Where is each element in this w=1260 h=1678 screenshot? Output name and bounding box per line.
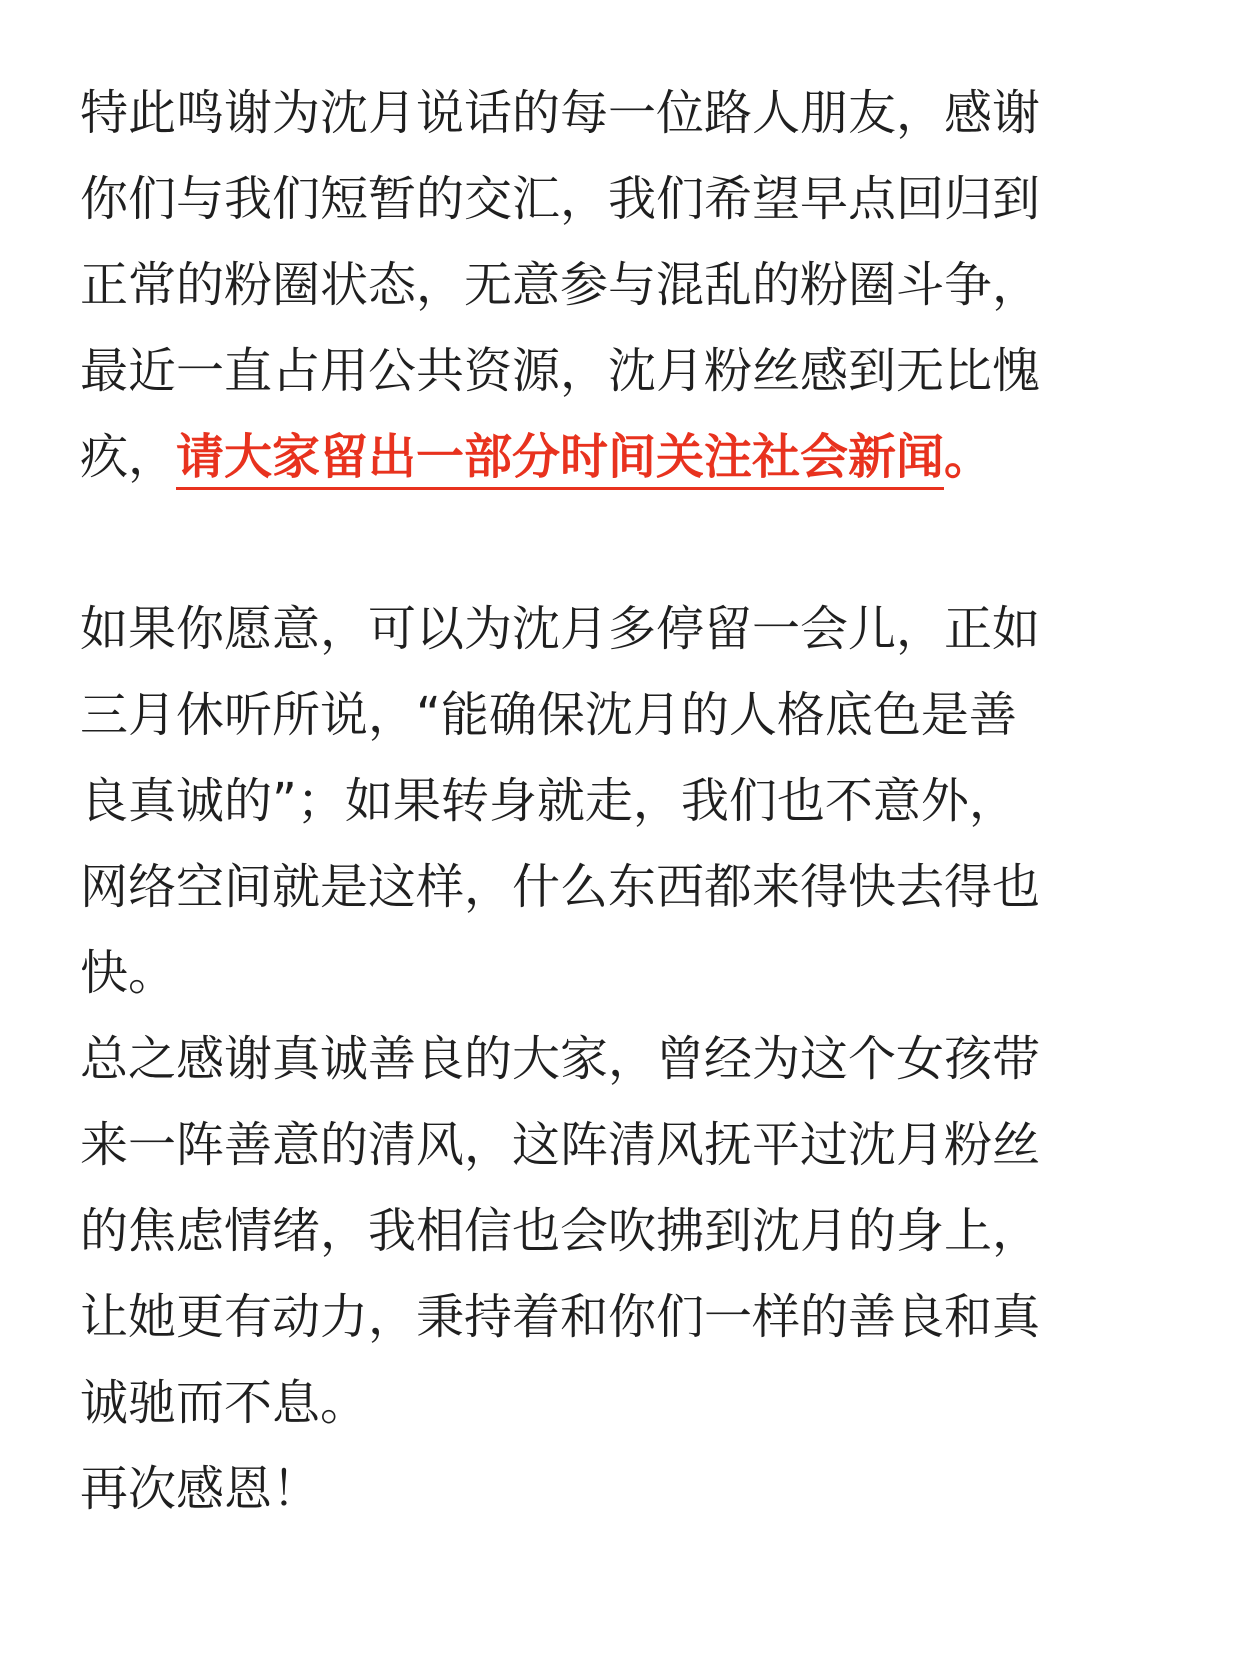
text-line-with-highlight [80, 414, 1180, 500]
text-prefix: 疚， [80, 429, 177, 485]
text-line: 你们与我们短暂的交汇，我们希望早点回归到 [80, 171, 1041, 227]
article-body [80, 70, 1180, 1532]
highlight-period: 。 [944, 429, 993, 485]
text-line: 让她更有动力，秉持着和你们一样的善良和真 [80, 1289, 1041, 1345]
closing-line: 再次感恩！ [80, 1461, 321, 1517]
text-line: 三月休听所说，“能确保沈月的人格底色是善 [80, 687, 1017, 743]
highlighted-call-to-action: 请大家留出一部分时间关注社会新闻 [176, 429, 944, 490]
text-line: 良真诚的”；如果转身就走，我们也不意外， [80, 773, 1017, 829]
text-line: 诚驰而不息。 [80, 1375, 369, 1431]
text-line: 如果你愿意，可以为沈月多停留一会儿，正如 [80, 601, 1041, 657]
paragraph-thanks [80, 70, 1180, 500]
text-line: 特此鸣谢为沈月说话的每一位路人朋友，感谢 [80, 85, 1041, 141]
text-line: 的焦虑情绪，我相信也会吹拂到沈月的身上， [80, 1203, 1041, 1259]
paragraph-stay [80, 586, 1180, 1016]
text-line: 快。 [80, 945, 177, 1001]
text-line: 来一阵善意的清风，这阵清风抚平过沈月粉丝 [80, 1117, 1041, 1173]
text-line: 网络空间就是这样，什么东西都来得快去得也 [80, 859, 1041, 915]
text-line: 正常的粉圈状态，无意参与混乱的粉圈斗争， [80, 257, 1041, 313]
text-line: 最近一直占用公共资源，沈月粉丝感到无比愧 [80, 343, 1041, 399]
paragraph-spacer [80, 500, 1180, 586]
text-line: 总之感谢真诚善良的大家，曾经为这个女孩带 [80, 1031, 1041, 1087]
paragraph-gratitude [80, 1016, 1180, 1446]
